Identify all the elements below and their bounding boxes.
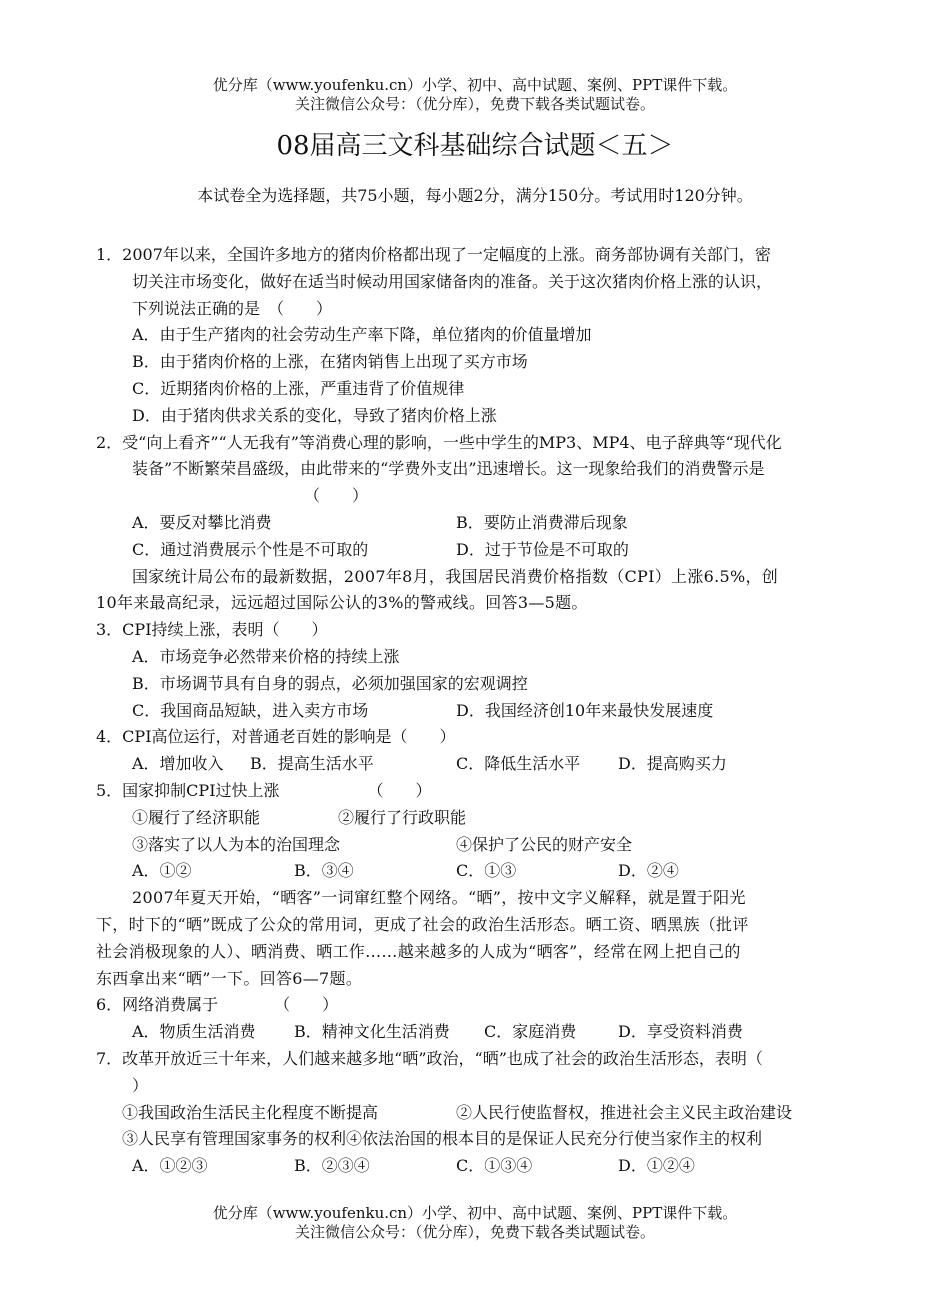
q4-option-c: C．降低生活水平 bbox=[456, 754, 581, 774]
header-line-2: 关注微信公众号：（优分库），免费下载各类试题试卷。 bbox=[294, 95, 655, 113]
footer-line-1: 优分库（www.youfenku.cn）小学、初中、高中试题、案例、PPT课件下载。 bbox=[212, 1204, 738, 1222]
q7-statement-2: ②人民行使监督权，推进社会主义民主政治建设 bbox=[456, 1102, 793, 1122]
q2-options-row-2 bbox=[96, 537, 866, 564]
material-3-5-line-2: 10年来最高纪录，远远超过国际公认的3%的警戒线。回答3—5题。 bbox=[96, 593, 588, 613]
q5-statement-2: ②履行了行政职能 bbox=[338, 807, 467, 827]
q6-option-b: B．精神文化生活消费 bbox=[294, 1022, 450, 1042]
q7-statements-row-2: ③人民享有管理国家事务的权利④依法治国的根本目的是保证人民充分行使当家作主的权利 bbox=[122, 1129, 763, 1149]
q2-option-d: D．过于节俭是不可取的 bbox=[456, 539, 629, 559]
q7-statements-row-1 bbox=[96, 1100, 866, 1127]
q5-option-c: C．①③ bbox=[456, 861, 517, 881]
q5-statements-row-2 bbox=[96, 832, 866, 859]
q2-option-b: B．要防止消费滞后现象 bbox=[456, 512, 628, 532]
q1-stem-line-1: 1．2007年以来，全国许多地方的猪肉价格都出现了一定幅度的上涨。商务部协调有关部门，密 bbox=[96, 245, 771, 264]
q3-option-b: B．市场调节具有自身的弱点，必须加强国家的宏观调控 bbox=[132, 673, 528, 693]
footer-line-2: 关注微信公众号：（优分库），免费下载各类试题试卷。 bbox=[294, 1223, 655, 1241]
q7-option-c: C．①③④ bbox=[456, 1156, 533, 1176]
q2-option-a: A．要反对攀比消费 bbox=[132, 512, 272, 532]
q1-option-a: A．由于生产猪肉的社会劳动生产率下降，单位猪肉的价值量增加 bbox=[132, 325, 592, 345]
q5-statement-3: ③落实了以人为本的治国理念 bbox=[132, 834, 341, 854]
q5-option-a: A．①② bbox=[132, 861, 192, 881]
q4-option-d: D．提高购买力 bbox=[618, 754, 727, 774]
q6-option-d: D．享受资料消费 bbox=[618, 1022, 743, 1042]
q5-stem: 5．国家抑制CPI过快上涨 （ ） bbox=[96, 780, 432, 800]
q6-stem: 6．网络消费属于 （ ） bbox=[96, 995, 339, 1015]
q7-options-row bbox=[96, 1153, 866, 1180]
q4-option-a: A．增加收入 bbox=[132, 754, 224, 774]
q3-options-row bbox=[96, 698, 866, 725]
q7-option-b: B．②③④ bbox=[294, 1156, 370, 1176]
q3-option-d: D．我国经济创10年来最快发展速度 bbox=[456, 700, 714, 720]
q2-stem-line-3: （ ） bbox=[304, 486, 369, 506]
q5-statement-4: ④保护了公民的财产安全 bbox=[456, 834, 633, 854]
q3-option-c: C．我国商品短缺，进入卖方市场 bbox=[132, 700, 369, 720]
material-3-5-line-1: 国家统计局公布的最新数据，2007年8月，我国居民消费价格指数（CPI）上涨6.5%，创 bbox=[132, 566, 779, 586]
q5-statement-1: ①履行了经济职能 bbox=[132, 807, 261, 827]
q4-stem: 4．CPI高位运行，对普通老百姓的影响是（ ） bbox=[96, 727, 456, 747]
q2-stem-line-1: 2．受“向上看齐”“人无我有”等消费心理的影响，一些中学生的MP3、MP4、电子辞典等“现代化 bbox=[96, 432, 782, 452]
material-6-7-line-2: 下，时下的“晒”既成了公众的常用词，更成了社会的政治生活形态。晒工资、晒黑族（批评 bbox=[96, 914, 749, 934]
q5-option-d: D．②④ bbox=[618, 861, 679, 881]
q3-option-a: A．市场竞争必然带来价格的持续上涨 bbox=[132, 646, 400, 666]
q2-options-row-1 bbox=[96, 510, 866, 537]
q4-option-b: B．提高生活水平 bbox=[250, 754, 374, 774]
header-line-1: 优分库（www.youfenku.cn）小学、初中、高中试题、案例、PPT课件下载。 bbox=[212, 76, 738, 94]
q5-option-b: B．③④ bbox=[294, 861, 354, 881]
q7-option-a: A．①②③ bbox=[132, 1156, 208, 1176]
q1-option-d: D．由于猪肉供求关系的变化，导致了猪肉价格上涨 bbox=[132, 405, 497, 425]
material-6-7-line-4: 东西拿出来“晒”一下。回答6—7题。 bbox=[96, 968, 363, 988]
q2-option-c: C．通过消费展示个性是不可取的 bbox=[132, 539, 369, 559]
q1-stem-line-2: 切关注市场变化，做好在适当时候动用国家储备肉的准备。关于这次猪肉价格上涨的认识， bbox=[132, 271, 773, 291]
q4-options-row bbox=[96, 751, 866, 778]
q7-option-d: D．①②④ bbox=[618, 1156, 695, 1176]
q6-option-a: A．物质生活消费 bbox=[132, 1022, 256, 1042]
q5-statements-row-1 bbox=[96, 805, 866, 832]
q7-statement-1: ①我国政治生活民主化程度不断提高 bbox=[122, 1102, 379, 1122]
q3-stem: 3．CPI持续上涨，表明（ ） bbox=[96, 620, 328, 640]
q1-stem-line-3: 下列说法正确的是 （ ） bbox=[132, 298, 333, 318]
q2-stem-line-2: 装备”不断繁荣昌盛级，由此带来的“学费外支出”迅速增长。这一现象给我们的消费警示是 bbox=[132, 459, 765, 479]
q1-option-b: B．由于猪肉价格的上涨，在猪肉销售上出现了买方市场 bbox=[132, 352, 528, 372]
question-list bbox=[96, 242, 866, 1180]
material-6-7-line-3: 社会消极现象的人）、晒消费、晒工作……越来越多的人成为“晒客”，经常在网上把自己的 bbox=[96, 941, 741, 961]
q1-option-c: C．近期猪肉价格的上涨，严重违背了价值规律 bbox=[132, 378, 465, 398]
q7-stem-line-2: ） bbox=[132, 1075, 149, 1095]
material-6-7-line-1: 2007年夏天开始，“晒客”一词窜红整个网络。“晒”，按中文字义解释，就是置于阳光 bbox=[132, 888, 746, 908]
exam-instructions: 本试卷全为选择题，共75小题，每小题2分，满分150分。考试用时120分钟。 bbox=[197, 186, 753, 205]
q7-stem-line-1: 7．改革开放近三十年来，人们越来越多地“晒”政治，“晒”也成了社会的政治生活形态，表明（ bbox=[96, 1048, 763, 1068]
page-title: 08届高三文科基础综合试题＜五＞ bbox=[276, 131, 674, 161]
q6-option-c: C．家庭消费 bbox=[484, 1022, 577, 1042]
q5-options-row bbox=[96, 858, 866, 885]
q6-options-row bbox=[96, 1019, 866, 1046]
